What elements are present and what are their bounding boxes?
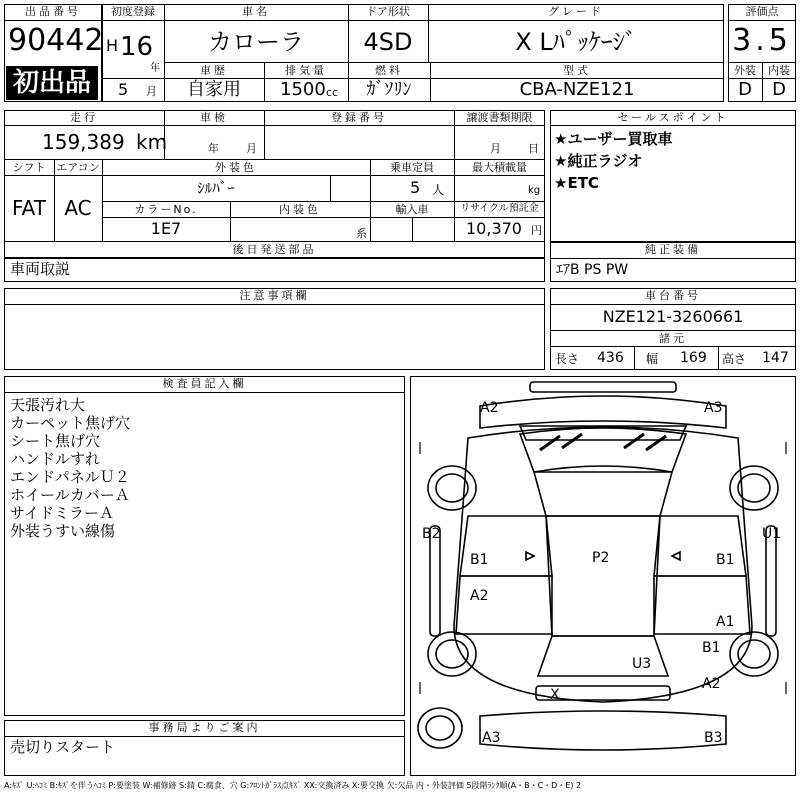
inspector-item: ホイールカバーＡ (10, 486, 130, 504)
front-bumper-outline (530, 382, 676, 392)
mark-rear-left-corner: A3 (482, 730, 501, 746)
inspector-label: 検査員記入欄 (162, 377, 247, 390)
mark-right-rear-fender: B1 (702, 640, 721, 656)
mark-left-side: B2 (422, 526, 441, 542)
door-label: ドア形状 (366, 5, 410, 18)
mark-right-rear-quarter: A2 (702, 676, 721, 692)
right-rear-door-outline (654, 576, 750, 634)
sales-point: ★ユーザー買取車 (554, 130, 673, 148)
rear-bumper-outline (480, 711, 726, 750)
lot-label: 出品番号 (25, 5, 81, 18)
height-label: 高さ (722, 352, 747, 366)
displacement-label: 排気量 (285, 64, 327, 77)
model-label: 型式 (563, 64, 591, 77)
windshield-outline (520, 428, 686, 472)
hood-outline (534, 472, 672, 516)
mark-right-rear-door: A1 (716, 614, 735, 630)
ext-grade-label: 外装 (734, 64, 756, 77)
model-code: CBA-NZE121 (519, 79, 635, 100)
year-unit: 年 (150, 63, 160, 74)
sales-point: ★ETC (554, 174, 599, 192)
notes-label: 注意事項欄 (239, 289, 310, 302)
mark-left-front-door: B1 (470, 552, 489, 568)
int-grade: D (772, 79, 786, 100)
load-label: 最大積載量 (472, 161, 527, 174)
mark-rear-right-corner: B3 (704, 730, 723, 746)
inspection-year-unit: 年 (208, 142, 219, 155)
first-listing-badge: 初出品 (6, 66, 98, 100)
width: 169 (680, 350, 707, 366)
later-parts-box (4, 258, 545, 282)
seats-unit: 人 (432, 183, 445, 197)
dimensions-label: 諸元 (659, 332, 687, 345)
history: 自家用 (187, 79, 241, 100)
inspector-item: シート焦げ穴 (10, 432, 101, 450)
spare-wheel-outline (418, 708, 462, 748)
inspection-month-unit: 月 (246, 142, 257, 155)
sales-point: ★純正ラジオ (554, 152, 643, 170)
ac: AC (64, 196, 92, 220)
grade: X Lﾊﾟｯｹｰｼﾞ (515, 28, 637, 56)
color-no-label: カラーNo. (134, 203, 198, 216)
color-no: 1E7 (150, 219, 182, 238)
door-type: 4SD (363, 28, 413, 56)
left-sill-outline (430, 526, 440, 636)
score-label: 評価点 (745, 5, 779, 18)
later-parts-label: 後日発送部品 (232, 243, 317, 256)
import-label: 輸入車 (395, 203, 429, 216)
seats-label: 乗車定員 (390, 161, 434, 174)
transfer-day-unit: 日 (528, 142, 539, 155)
grade-label: グレード (548, 5, 604, 18)
mark-rear-panel: U3 (632, 656, 652, 672)
int-color-label: 内装色 (279, 203, 321, 216)
transfer-month-unit: 月 (490, 142, 501, 155)
body-color: ｼﾙﾊﾞｰ (197, 179, 235, 197)
registration-label: 登録番号 (331, 111, 387, 124)
roof-outline (546, 516, 660, 636)
later-parts: 車両取説 (10, 260, 71, 278)
ext-grade: D (738, 79, 752, 100)
office-note: 売切りスタート (10, 738, 116, 756)
height: 147 (762, 350, 789, 366)
width-label: 幅 (646, 352, 659, 366)
inspector-item: サイドミラーＡ (10, 504, 114, 522)
equipment-label: 純正装備 (645, 243, 701, 256)
load-unit: kg (528, 185, 541, 196)
recycle-label: リサイクル預託金 (460, 203, 539, 214)
car-name-label: 車名 (242, 5, 270, 18)
shift: FAT (11, 196, 46, 220)
score: 3.5 (732, 23, 792, 58)
sales-points-list (554, 130, 672, 192)
displacement-unit: cc (326, 86, 339, 99)
legend: A:ｷｽﾞ U:ﾍｺﾐ B:ｷｽﾞを伴うﾍｺﾐ P:要塗装 W:補修跡 S:錆 C:腐食、穴 G:ﾌﾛﾝﾄｶﾞﾗｽ点ｷｽﾞ XX:交換済み X:要交換 欠:欠品 内・外装評価 5段階ﾗﾝｸ順(A・B・C・D・E) 2 (4, 781, 582, 790)
ac-label: エアコン (56, 161, 100, 174)
displacement: 1500 (280, 79, 326, 100)
int-color-unit: 系 (356, 227, 367, 240)
mark-front-left-corner: A2 (480, 400, 499, 416)
inspector-item: カーペット焦げ穴 (10, 414, 131, 432)
recycle-fee: 10,370 (466, 219, 522, 238)
mark-front-right-corner: A3 (704, 400, 723, 416)
mark-right-front-door: B1 (716, 552, 735, 568)
inspector-item: ハンドルすれ (10, 450, 101, 468)
chassis-number: NZE121-3260661 (602, 307, 744, 326)
equipment: ｴｱB PS PW (556, 262, 629, 278)
first-reg-month: 5 (118, 80, 129, 99)
chassis-label: 車台番号 (645, 289, 701, 302)
mileage-unit: km (136, 130, 168, 154)
recycle-unit: 円 (531, 224, 542, 237)
inspector-list (10, 396, 130, 540)
inspector-item: エンドパネルＵ２ (10, 468, 130, 486)
month-unit: 月 (146, 85, 157, 98)
mark-right-side: U1 (762, 526, 782, 542)
mileage-label: 走行 (70, 111, 98, 124)
shift-label: シフト (12, 161, 46, 174)
seats: 5 (410, 178, 421, 197)
transfer-deadline-label: 譲渡書類期限 (466, 111, 533, 124)
mileage: 159,389 (42, 130, 125, 154)
first-reg-year: 16 (120, 32, 154, 62)
first-reg-label: 初度登録 (111, 5, 155, 18)
history-label: 車歴 (200, 64, 228, 77)
length-label: 長さ (555, 352, 580, 366)
right-sill-outline (766, 526, 776, 636)
office-label: 事務局よりご案内 (148, 721, 261, 734)
right-mirror-outline (672, 552, 680, 560)
length: 436 (597, 350, 624, 366)
era: H (106, 36, 119, 55)
car-diagram (410, 376, 796, 776)
color-label: 外装色 (215, 161, 257, 174)
inspector-item: 外装うすい線傷 (10, 522, 116, 540)
inspector-item: 天張汚れ大 (10, 396, 86, 414)
mark-left-rear-door: A2 (470, 588, 489, 604)
hood-front-outline (480, 396, 726, 428)
mark-roof: P2 (592, 550, 610, 566)
left-mirror-outline (526, 552, 534, 560)
fuel-label: 燃料 (375, 64, 403, 77)
car-name: カローラ (208, 28, 304, 56)
sales-points-label: セールスポイント (617, 111, 729, 124)
mark-trunk: X (550, 687, 560, 703)
inspection-label: 車検 (200, 111, 228, 124)
lot-number: 90442 (8, 23, 104, 58)
left-rear-door-outline (456, 576, 552, 634)
fuel: ｶﾞｿﾘﾝ (366, 79, 412, 100)
int-grade-label: 内装 (768, 64, 790, 77)
